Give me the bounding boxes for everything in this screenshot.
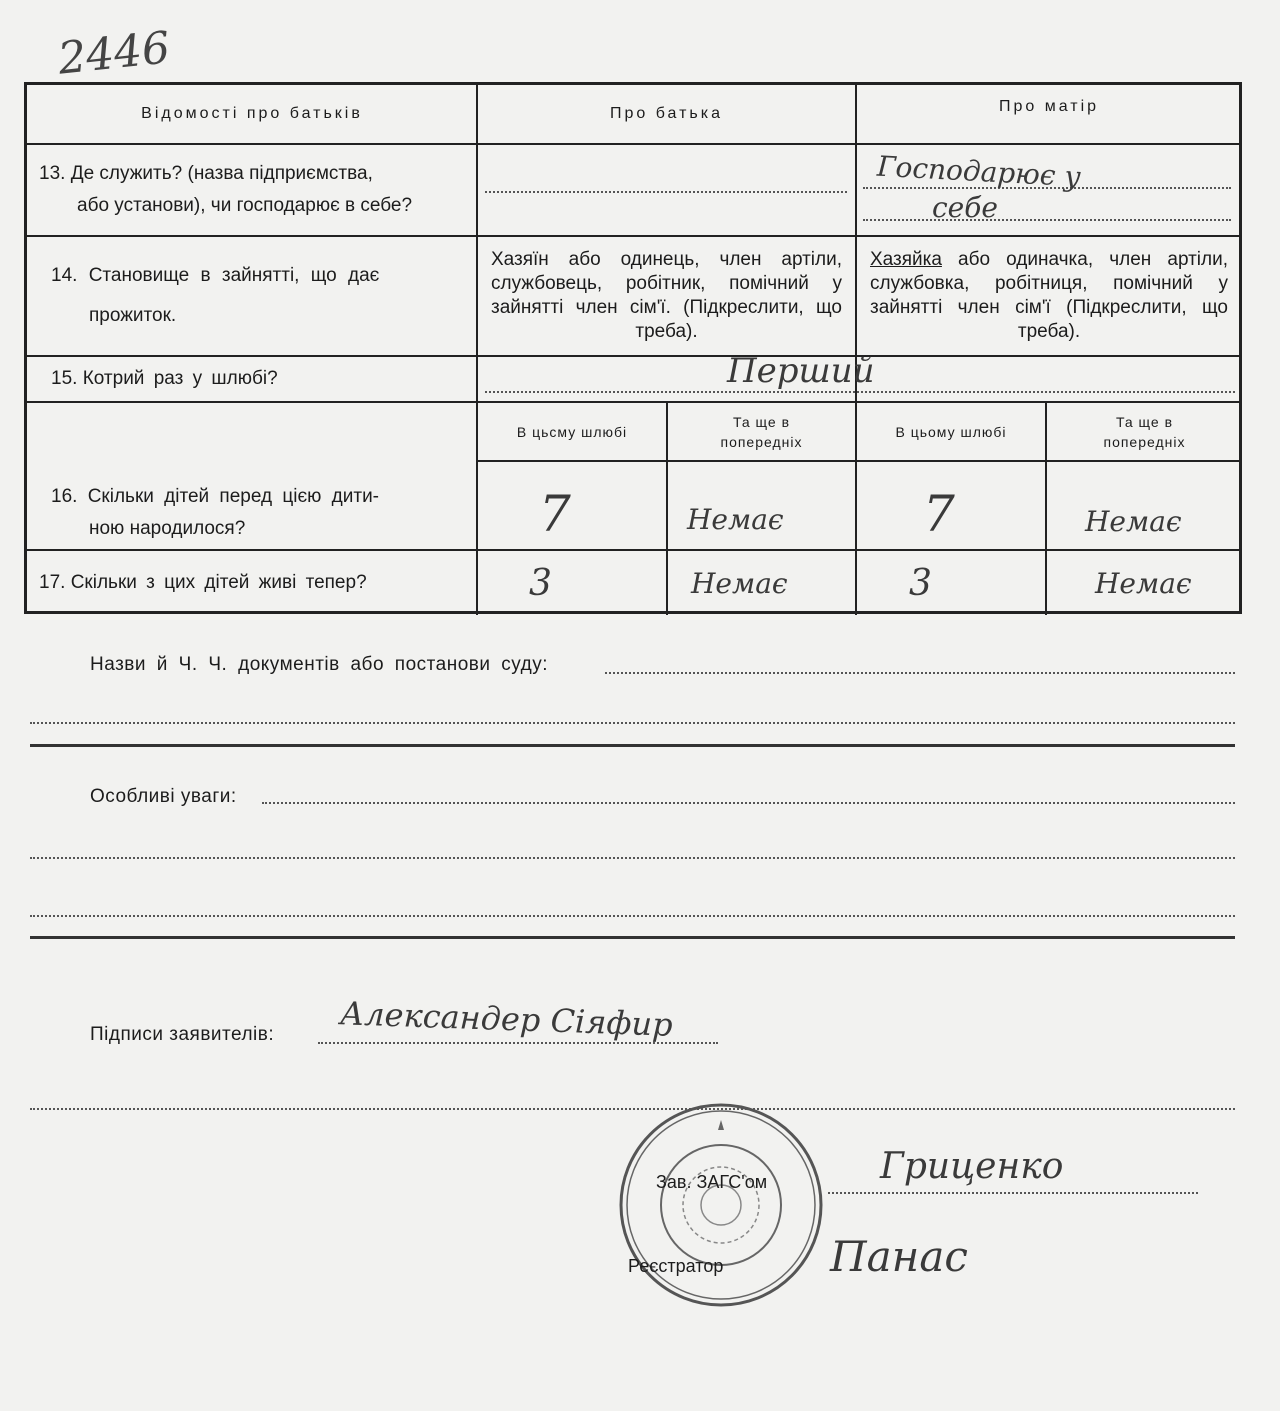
question-15 [27, 357, 477, 401]
header-mother: Про матір [998, 98, 1100, 115]
header-father: Про батька [610, 105, 723, 122]
father-children-prev: Немає [687, 503, 784, 536]
mother-employment-options [856, 237, 1242, 355]
question-text: Становище в зайнятті, що дає [88, 265, 380, 286]
question-16 [27, 462, 477, 549]
subheader-mother-this: В цьому шлюбі [895, 423, 1007, 440]
question-text: Скільки дітей перед цією дити- [87, 486, 380, 507]
mother-living-prev: Немає [1095, 567, 1192, 600]
mother-children-this: 7 [923, 485, 955, 543]
option-text: або одиначка, член артіли, службовка, робітниця, помічний у зайнятті член сім'ї (Підкреслити, що треба). [870, 249, 1228, 342]
fill-line [605, 672, 1235, 674]
row-rule [478, 460, 1239, 462]
subheader-father-this: В цьсму шлюбі [516, 423, 628, 440]
question-number: 17. [39, 572, 66, 593]
archive-number: 2446 [55, 22, 173, 85]
documents-label: Назви й Ч. Ч. документів або постанови суду: [90, 654, 548, 675]
fill-line [828, 1192, 1198, 1194]
official-stamp [616, 1100, 826, 1310]
marriage-count-answer: Перший [727, 351, 875, 391]
subheader-mother-prev: Та ще в попередніх [1103, 413, 1186, 450]
answer-line [485, 391, 1235, 393]
question-text: Скільки з цих дітей живі тепер? [70, 572, 367, 593]
answer-line [485, 191, 847, 193]
question-13 [27, 145, 477, 235]
mother-occupation-answer: себе [932, 191, 998, 224]
answer-line [863, 219, 1231, 221]
question-text: ною народилося? [89, 518, 246, 539]
registrar-label: Реєстратор [628, 1256, 724, 1276]
father-living-this: 3 [529, 563, 552, 604]
question-text: Котрий раз у шлюбі? [82, 368, 278, 389]
signatures-label: Підписи заявителів: [90, 1024, 275, 1045]
question-14 [27, 237, 477, 355]
head-label: Зав. ЗАГС'ом [656, 1172, 768, 1192]
fill-line [30, 915, 1235, 917]
mother-occupation-answer: Господарює у [876, 149, 1082, 194]
question-number: 13. [39, 163, 66, 184]
fill-line [262, 802, 1235, 804]
mother-children-prev: Немає [1085, 505, 1182, 538]
subheader-father-prev: Та ще в попередніх [720, 413, 803, 450]
header-parents-info: Відомості про батьків [141, 105, 363, 122]
father-living-prev: Немає [691, 567, 788, 600]
selected-option: Хазяйка [870, 249, 942, 270]
question-text: Де служить? (назва підприємства, [70, 163, 373, 184]
section-divider [30, 936, 1235, 939]
mother-living-this: 3 [909, 563, 932, 604]
head-signature: Гриценко [880, 1146, 1064, 1187]
fill-line [30, 722, 1235, 724]
question-number: 14. [51, 265, 78, 286]
question-17 [27, 551, 477, 615]
father-employment-options: Хазяїн або одинець, член артіли, службовець, робітник, помічний у зайнятті член сім'ї. (Підкреслити, що треба). [491, 249, 842, 342]
remarks-label: Особливі уваги: [90, 786, 237, 807]
question-text: або установи), чи господарює в себе? [77, 195, 413, 216]
registrar-signature: Панас [830, 1232, 968, 1281]
section-divider [30, 744, 1235, 747]
fill-line [30, 857, 1235, 859]
applicant-signature: Александер Сіяфир [339, 994, 674, 1044]
father-children-this: 7 [539, 485, 571, 543]
question-number: 16. [51, 486, 78, 507]
question-number: 15. [51, 368, 78, 389]
question-text: прожиток. [89, 305, 177, 326]
parents-table [24, 82, 1242, 614]
